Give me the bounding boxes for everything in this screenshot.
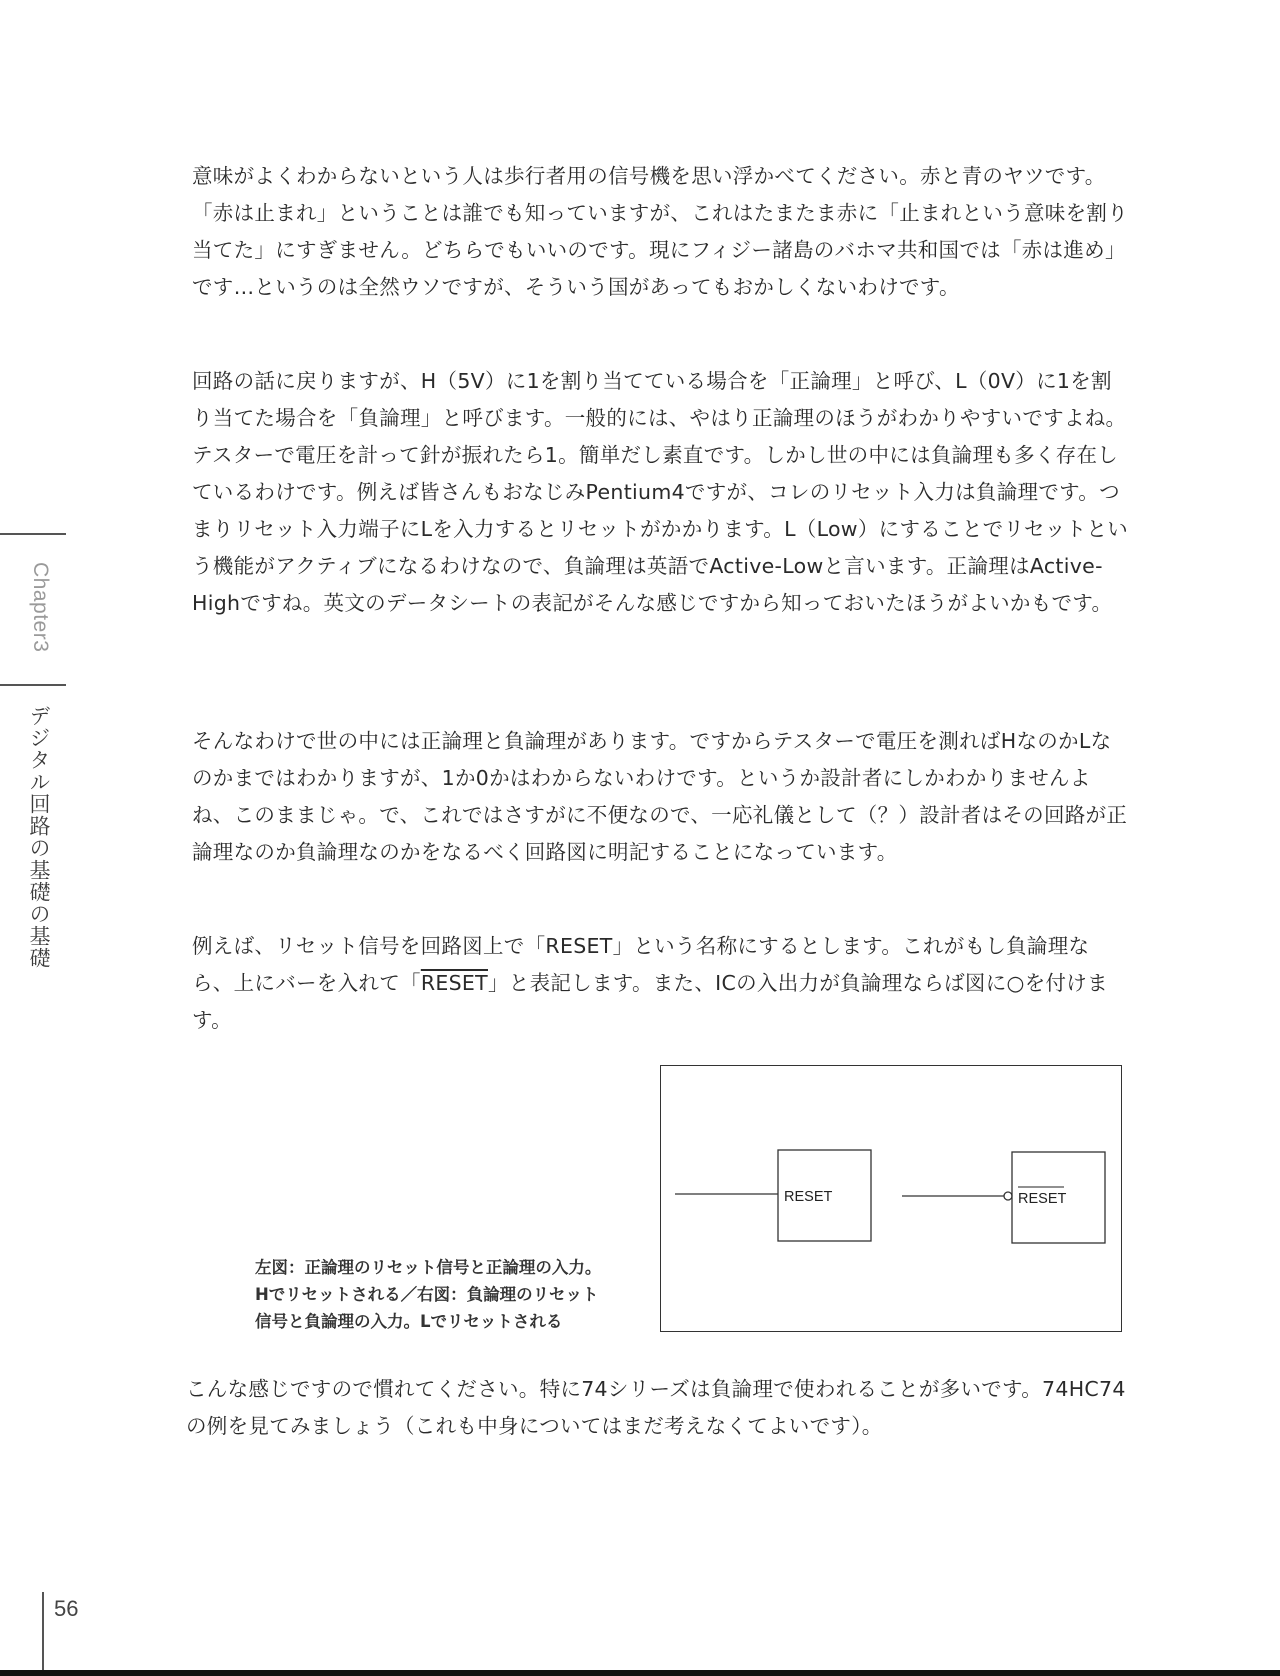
right-reset-label: RESET [1018,1191,1067,1207]
left-reset-label: RESET [784,1189,833,1205]
reset-logic-diagram [661,1066,1123,1333]
paragraph-positive-negative-logic: 回路の話に戻りますが、H（5V）に1を割り当てている場合を「正論理」と呼び、L（0V）に1を割り当てた場合を「負論理」と呼びます。一般的には、やはり正論理のほうがわかりやすいですよね。テスターで電圧を計って針が振れたら1。簡単だし素直です。しかし世の中には負論理も多く存在しているわけです。例えば皆さんもおなじみPentium4ですが、コレのリセット入力は負論理です。つまりリセット入力端子にLを入力するとリセットがかかります。L（Low）にすることでリセットという機能がアクティブになるわけなので、負論理は英語でActive-Lowと言います。正論理はActive-Highですね。英文のデータシートの表記がそんな感じですから知っておいたほうがよいかもです。 [192,369,1129,615]
caption-line-3: 信号と負論理の入力。Lでリセットされる [255,1312,563,1331]
side-tab-rule-top [0,533,66,535]
side-tab-rule-middle [0,684,66,686]
reset-notation-text-a: 例えば、リセット信号を回路図上で「RESET」という名称にするとします。これがもし負論理なら、上にバーを入れて「 [192,934,1090,995]
reset-logic-figure [660,1065,1122,1332]
caption-line-1: 左図：正論理のリセット信号と正論理の入力。 [255,1258,602,1277]
paragraph-reset-notation [192,928,1130,1039]
paragraph-74-series: こんな感じですので慣れてください。特に74シリーズは負論理で使われることが多いです。74HC74の例を見てみましょう（これも中身についてはまだ考えなくてよいです）。 [186,1377,1126,1438]
chapter-title: デジタル回路の基礎の基礎 [27,705,51,969]
negation-bubble [1004,1192,1012,1200]
chapter-label: Chapter3 [29,562,52,653]
caption-line-2: Hでリセットされる／右図：負論理のリセット [255,1285,599,1304]
paragraph-tester-logic: そんなわけで世の中には正論理と負論理があります。ですからテスターで電圧を測ればHなのかLなのかまではわかりますが、1か0かはわからないわけです。というか設計者にしかわかりませんよね、このままじゃ。で、これではさすがに不便なので、一応礼儀として（？）設計者はその回路が正論理なのか負論理なのかをなるべく回路図に明記することになっています。 [192,729,1128,864]
reset-notation-text-b: 」と表記します。また、ICの入出力が負論理ならば図に○を付けます。 [192,971,1108,1032]
reset-overline-text: RESET [420,971,488,995]
bottom-edge [0,1670,1280,1676]
page-number: 56 [54,1596,79,1621]
paragraph-traffic-signal: 意味がよくわからないという人は歩行者用の信号機を思い浮かべてください。赤と青のヤツです。「赤は止まれ」ということは誰でも知っていますが、これはたまたま赤に「止まれという意味を割り当てた」にすぎません。どちらでもいいのです。現にフィジー諸島のバホマ共和国では「赤は進め」です…というのは全然ウソですが、そういう国があってもおかしくないわけです。 [192,164,1128,299]
figure-caption [255,1254,601,1335]
page-number-rule [42,1592,44,1672]
